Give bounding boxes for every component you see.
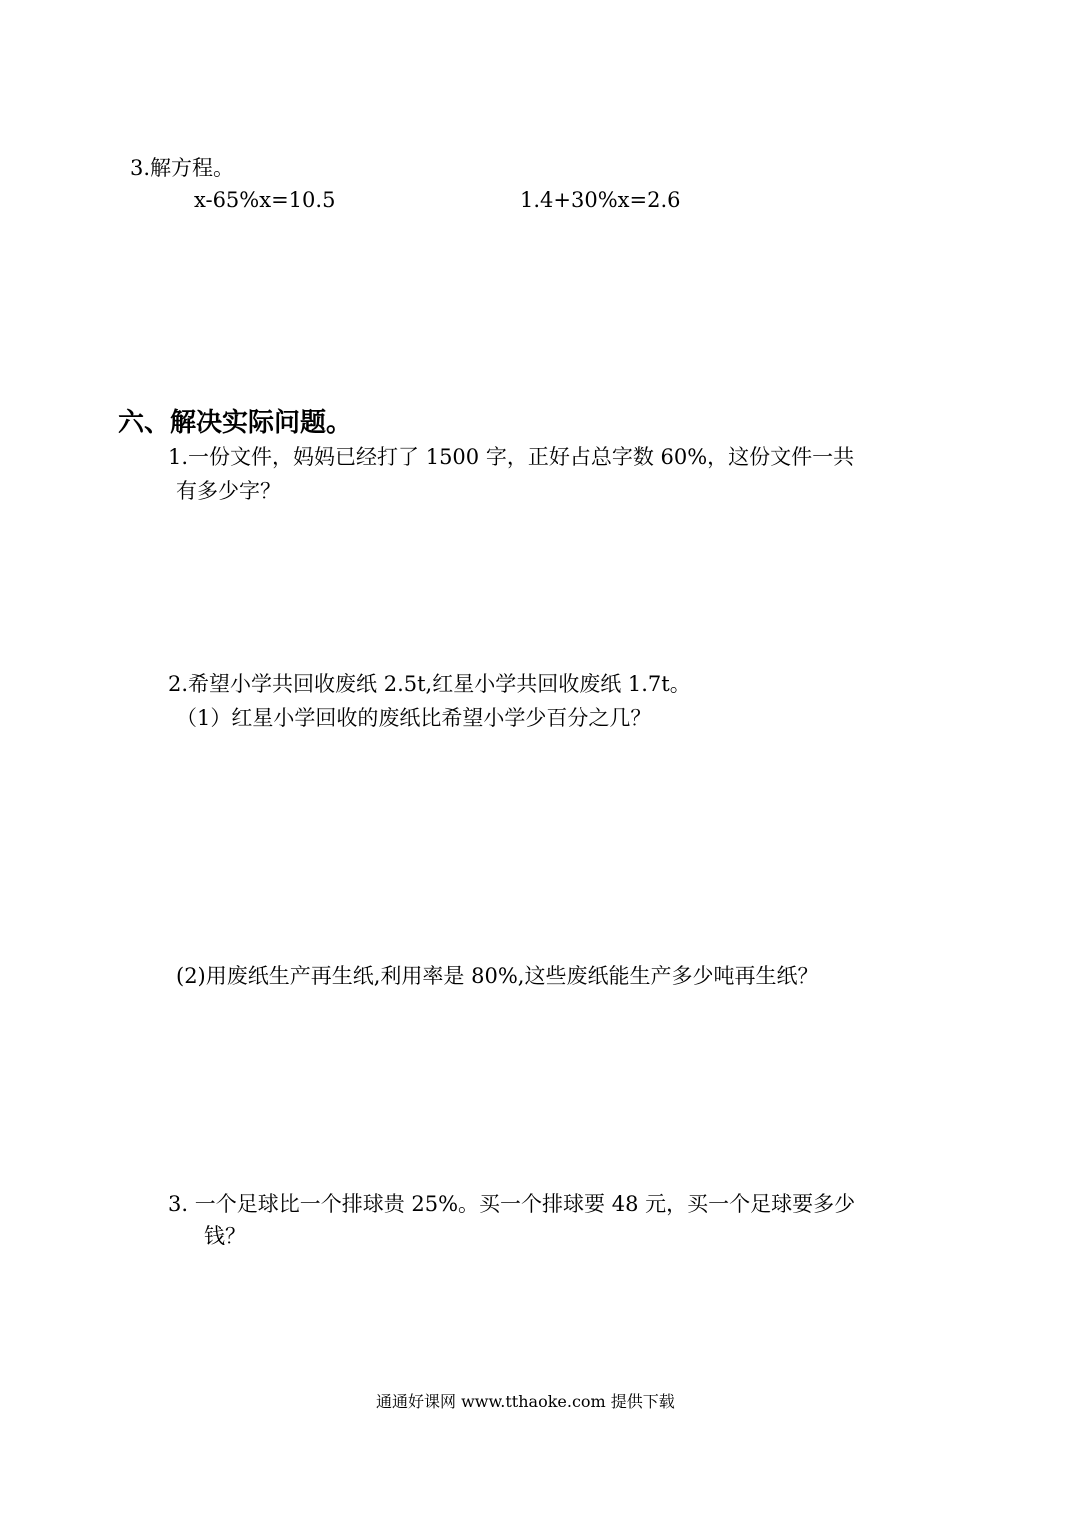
- equation-2: 1.4+30%x=2.6: [520, 188, 681, 212]
- question-2-intro: 2.希望小学共回收废纸 2.5t,红星小学共回收废纸 1.7t。: [168, 672, 691, 696]
- section-heading: 六、解决实际问题。: [118, 408, 353, 438]
- question-2-part-1: （1）红星小学回收的废纸比希望小学少百分之几？: [176, 706, 652, 730]
- question-1-line-1: 1.一份文件，妈妈已经打了 1500 字，正好占总字数 60%，这份文件一共: [168, 445, 855, 469]
- question-2-part-2: (2)用废纸生产再生纸,利用率是 80%,这些废纸能生产多少吨再生纸？: [176, 964, 819, 988]
- question-3-line-2: 钱？: [204, 1224, 246, 1248]
- question-1-line-2: 有多少字？: [176, 479, 281, 503]
- equation-section-title: 3.解方程。: [130, 156, 235, 180]
- question-3-line-1: 3. 一个足球比一个排球贵 25%。买一个排球要 48 元，买一个足球要多少: [168, 1192, 856, 1216]
- equation-1: x-65%x=10.5: [194, 188, 336, 212]
- page-footer: 通通好课网 www.tthaoke.com 提供下载: [376, 1392, 675, 1411]
